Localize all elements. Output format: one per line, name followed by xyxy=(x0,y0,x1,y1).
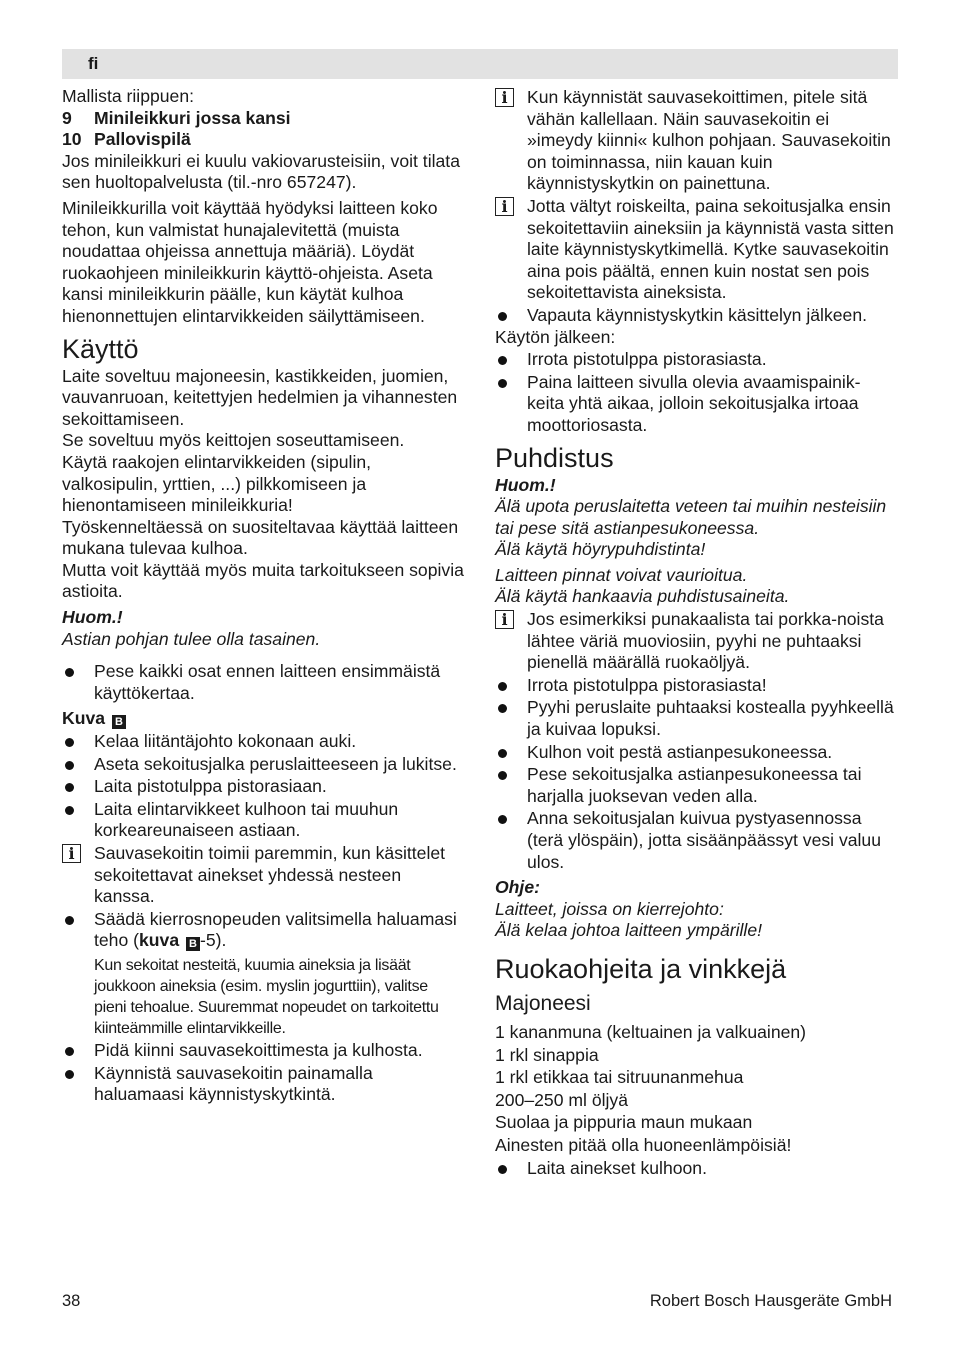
bullet-icon xyxy=(498,1165,507,1174)
paragraph: Se soveltuu myös keittojen soseuttamiseen. xyxy=(62,430,405,451)
tip-heading: Ohje: xyxy=(495,877,540,898)
bullet-icon xyxy=(498,356,507,365)
warning-text: Laitteen pinnat voivat vaurioitua. xyxy=(495,564,748,585)
paragraph: Mutta voit käyttää myös muita tarkoitukseen sopivia astioita. xyxy=(62,559,464,602)
heading-kaytto: Käyttö xyxy=(62,333,139,364)
list-item: Paina laitteen sivulla olevia avaamispainik-keita yhtä aikaa, jolloin sekoitusjalka irtoaa moottoriosasta. xyxy=(495,372,897,437)
note-heading: Huom.! xyxy=(62,607,123,628)
bullet-icon xyxy=(498,379,507,388)
bullet-icon xyxy=(65,1070,74,1079)
list-item: Irrota pistotulppa pistorasiasta! xyxy=(495,675,897,697)
info-item: i Kun käynnistät sauvasekoittimen, pitele sitä vähän kallellaan. Näin sauvasekoitin ei »imeydy kiinni« kulhon pohjaan. Sauvasekoitin on toiminnassa, niin kauan kuin käynnistyskytkin on painettuna. xyxy=(495,87,897,195)
bullet-icon xyxy=(65,668,74,677)
list-item: Irrota pistotulppa pistorasiasta. xyxy=(495,349,897,371)
language-bar xyxy=(62,49,898,79)
bullet-icon xyxy=(65,916,74,925)
bullet-icon xyxy=(65,783,74,792)
intro-text: Mallista riippuen: xyxy=(62,86,195,106)
heading-majoneesi: Majoneesi xyxy=(495,991,591,1015)
language-label: fi xyxy=(88,54,99,73)
paragraph: Minileikkurilla voit käyttää hyödyksi laitteen koko tehon, kun valmistat hunajalevitettä (muista noudattaa ohjeissa annettuja määriä). Löydät ruokaohjeen minileikkurin käyttö-ohjeista. Aseta kansi minileikkurin päälle, kun käytät kulhoa hienonnettujen elintarvikkeiden säilyttämiseen. xyxy=(62,197,438,326)
paragraph: Laite soveltuu majoneesin, kastikkeiden, juomien, vauvanruoan, keitettyjen hedelmien ja vihannesten sekoittamiseen. xyxy=(62,365,458,429)
list-item: Säädä kierrosnopeuden valitsimella haluamasi teho (kuva B -5). Kun sekoitat nesteitä, kuumia aineksia ja lisäät joukkoon aineksia (esim. myslin jogurttiin), valitse pieni tehoalue. Suuremmat nopeudet on tarkoitettu kiinteämmille elintarvikkeille. xyxy=(62,909,464,1039)
company-name: Robert Bosch Hausgeräte GmbH xyxy=(649,1292,892,1310)
list-item: Vapauta käynnistyskytkin käsittelyn jälkeen. xyxy=(495,305,897,327)
part-item-10: 10 Pallovispilä xyxy=(62,129,191,150)
note-text: Astian pohjan tulee olla tasainen. xyxy=(62,628,321,649)
figure-b-icon: B xyxy=(186,937,200,951)
info-item: i Jos esimerkiksi punakaalista tai porkka-noista lähtee väriä muoviosiin, pyyhi ne puhtaaksi pienellä määrällä ruokaöljyä. xyxy=(495,609,897,674)
bullet-icon xyxy=(65,738,74,747)
bullet-icon xyxy=(498,682,507,691)
tip-text: Laitteet, joissa on kierrejohto: xyxy=(495,898,724,919)
list-item: Laita ainekset kulhoon. xyxy=(495,1158,897,1180)
paragraph: Jos minileikkuri ei kuulu vakiovarusteisiin, voit tilata sen huoltopalvelusta (til.-nro 657247). xyxy=(62,150,460,193)
ingredient: Ainesten pitää olla huoneenlämpöisiä! xyxy=(495,1134,792,1155)
page-number: 38 xyxy=(62,1292,81,1310)
ingredient: 1 rkl etikkaa tai sitruunanmehua xyxy=(495,1067,744,1088)
list-item: Laita pistotulppa pistorasiaan. xyxy=(62,776,464,798)
list-item: Laita elintarvikkeet kulhoon tai muuhun korkeareunaiseen astiaan. xyxy=(62,799,464,842)
warning-text: Älä upota peruslaitetta veteen tai muihin nesteisiin tai pese sitä astianpesukoneessa. xyxy=(495,496,887,538)
figure-b-icon: B xyxy=(112,715,126,729)
list-item: Pyyhi peruslaite puhtaaksi kostealla pyyhkeellä ja kuivaa lopuksi. xyxy=(495,697,897,740)
list-item: Pese sekoitusjalka astianpesukoneessa tai harjalla juoksevan veden alla. xyxy=(495,764,897,807)
bullet-icon xyxy=(65,761,74,770)
after-use-label: Käytön jälkeen: xyxy=(495,326,616,347)
info-icon: i xyxy=(495,197,514,216)
bullet-icon xyxy=(65,1047,74,1056)
ingredient: 200–250 ml öljyä xyxy=(495,1089,629,1110)
list-item: Kelaa liitäntäjohto kokonaan auki. xyxy=(62,731,464,753)
ingredient: Suolaa ja pippuria maun mukaan xyxy=(495,1112,753,1133)
list-item: Aseta sekoitusjalka peruslaitteeseen ja lukitse. xyxy=(62,754,464,776)
left-column xyxy=(62,86,464,1106)
list-item: Pese kaikki osat ennen laitteen ensimmäistä käyttökertaa. xyxy=(62,661,464,704)
info-item: i Jotta vältyt roiskeilta, paina sekoitusjalka ensin sekoitettaviin aineksiin ja käynnistä vasta sitten laite käynnistyskytkimellä. Kytke sauvasekoitin aina pois päältä, ennen kuin nostat sen pois sekoitettavista aineksista. xyxy=(495,196,897,304)
paragraph: Työskenneltäessä on suositeltavaa käyttää laitteen mukana tulevaa kulhoa. xyxy=(62,516,459,559)
paragraph: Käytä raakojen elintarvikkeiden (sipulin, valkosipulin, yrttien, ...) pilkkomiseen ja hienontamiseen minileikkuria! xyxy=(62,451,372,516)
info-icon: i xyxy=(495,88,514,107)
info-icon: i xyxy=(495,610,514,629)
list-item: Käynnistä sauvasekoitin painamalla haluamaasi käynnistyskytkintä. xyxy=(62,1063,464,1106)
list-item: Pidä kiinni sauvasekoittimesta ja kulhosta. xyxy=(62,1040,464,1062)
heading-puhdistus: Puhdistus xyxy=(495,442,614,473)
note-heading: Huom.! xyxy=(495,474,556,495)
small-note: Kun sekoitat nesteitä, kuumia aineksia ja lisäät joukkoon aineksia (esim. myslin jogurttiin), valitse pieni tehoalue. Suuremmat nopeudet on tarkoitettu kiinteämmille elintarvikkeille. xyxy=(94,956,439,1037)
bullet-icon xyxy=(498,771,507,780)
ingredient: 1 rkl sinappia xyxy=(495,1044,599,1065)
bullet-icon xyxy=(498,312,507,321)
figure-reference: Kuva B xyxy=(62,708,464,730)
warning-text: Älä käytä hankaavia puhdistusaineita. xyxy=(495,586,790,607)
ingredient: 1 kananmuna (keltuainen ja valkuainen) xyxy=(495,1021,807,1042)
info-icon: i xyxy=(62,844,81,863)
right-column xyxy=(495,86,897,1179)
list-item: Kulhon voit pestä astianpesukoneessa. xyxy=(495,742,897,764)
tip-text: Älä kelaa johtoa laitteen ympärille! xyxy=(495,920,762,941)
bullet-icon xyxy=(498,704,507,713)
bullet-icon xyxy=(498,749,507,758)
bullet-icon xyxy=(498,815,507,824)
bullet-icon xyxy=(65,806,74,815)
warning-text: Älä käytä höyrypuhdistinta! xyxy=(495,539,706,560)
list-item: Anna sekoitusjalan kuivua pystyasennossa (terä ylöspäin), jotta sisäänpäässyt vesi valuu ulos. xyxy=(495,808,897,873)
heading-recipes: Ruokaohjeita ja vinkkejä xyxy=(495,953,787,984)
info-item: i Sauvasekoitin toimii paremmin, kun käsittelet sekoitettavat ainekset yhdessä nesteen kanssa. xyxy=(62,843,464,908)
part-item-9: 9 Minileikkuri jossa kansi xyxy=(62,107,291,128)
